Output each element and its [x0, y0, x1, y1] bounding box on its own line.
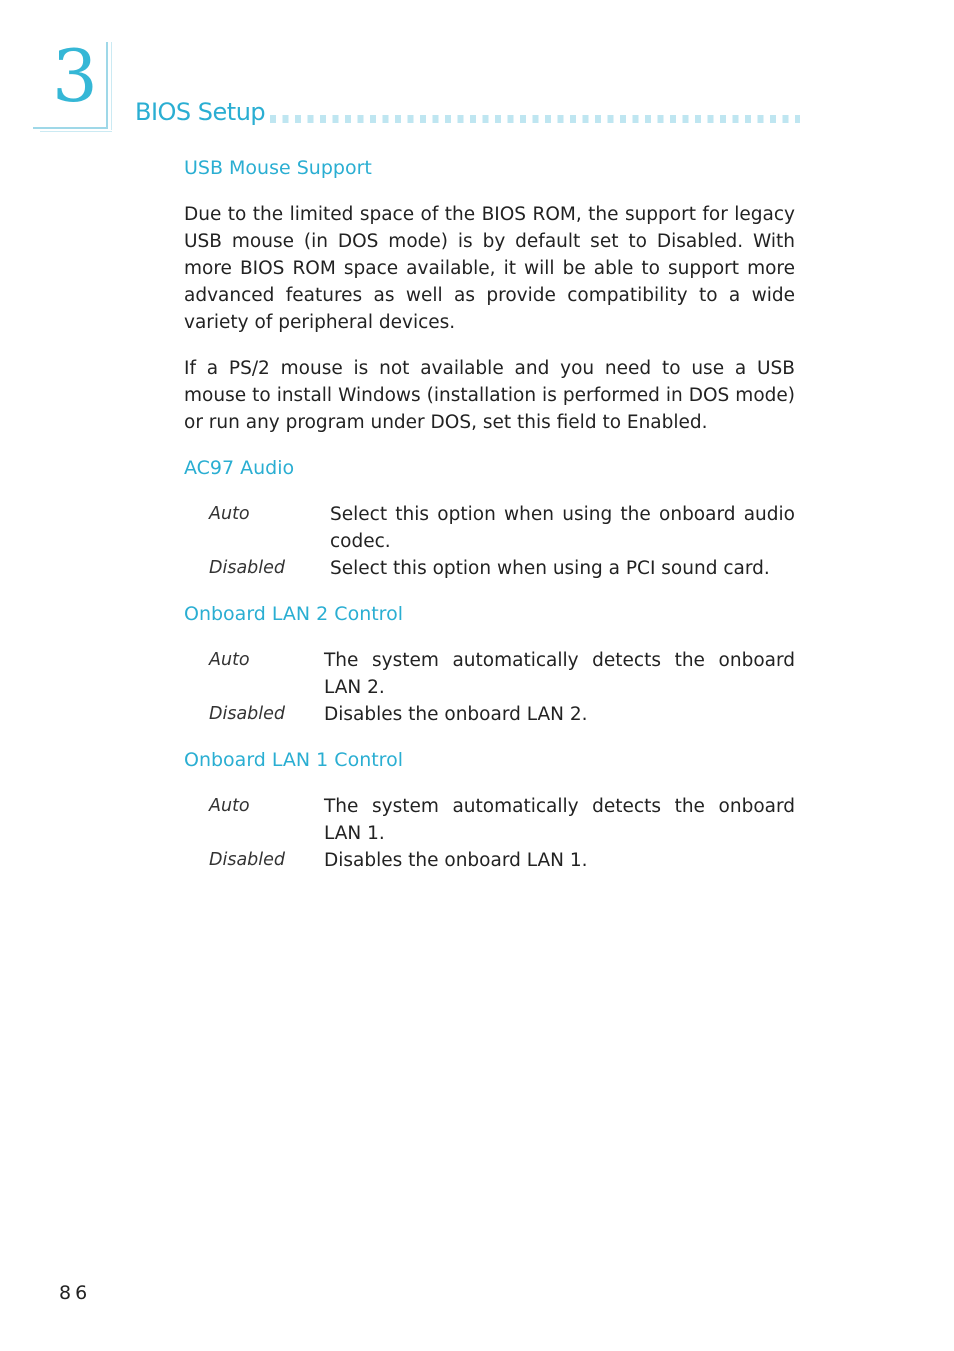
option-name: Auto: [209, 650, 250, 670]
heading-onboard-lan-1: Onboard LAN 1 Control: [184, 749, 403, 771]
heading-ac97-audio: AC97 Audio: [184, 457, 295, 479]
chapter-frame-vertical-shadow: [111, 42, 112, 130]
page-content: [184, 155, 795, 874]
chapter-title: BIOS Setup: [135, 98, 266, 126]
heading-usb-mouse-support: USB Mouse Support: [184, 157, 372, 179]
paragraph-usb-mouse-1: Due to the limited space of the BIOS ROM, the support for legacy USB mouse (in DOS mode) is by default set to Disabled. With more BIOS ROM space available, it will be able to support more advanced features as well as provide compatibility to a wide variety of peripheral devices.: [184, 204, 795, 333]
option-name: Auto: [209, 796, 250, 816]
option-desc: Disables the onboard LAN 1.: [324, 850, 588, 871]
option-name: Auto: [209, 504, 250, 524]
option-name: Disabled: [209, 558, 286, 578]
chapter-frame-vertical: [106, 42, 108, 128]
option-name: Disabled: [209, 850, 286, 870]
dotted-rule: [270, 115, 800, 123]
paragraph-usb-mouse-2: If a PS/2 mouse is not available and you need to use a USB mouse to install Windows (installation is performed in DOS mode) or run any program under DOS, set this field to Enabled.: [184, 358, 795, 433]
option-desc: Select this option when using the onboard audio codec.: [330, 504, 795, 552]
heading-onboard-lan-2: Onboard LAN 2 Control: [184, 603, 403, 625]
option-desc: The system automatically detects the onboard LAN 1.: [324, 796, 795, 844]
chapter-frame-horizontal: [33, 127, 108, 129]
option-desc: Disables the onboard LAN 2.: [324, 704, 588, 725]
options-ac97-audio: [209, 501, 795, 582]
option-desc: Select this option when using a PCI sound card.: [330, 558, 770, 579]
options-onboard-lan-1: [209, 793, 795, 874]
options-onboard-lan-2: [209, 647, 795, 728]
option-desc: The system automatically detects the onboard LAN 2.: [324, 650, 795, 698]
chapter-frame-horizontal-shadow: [40, 131, 112, 132]
option-name: Disabled: [209, 704, 286, 724]
page-number: 86: [59, 1282, 92, 1304]
chapter-number: 3: [52, 34, 98, 118]
